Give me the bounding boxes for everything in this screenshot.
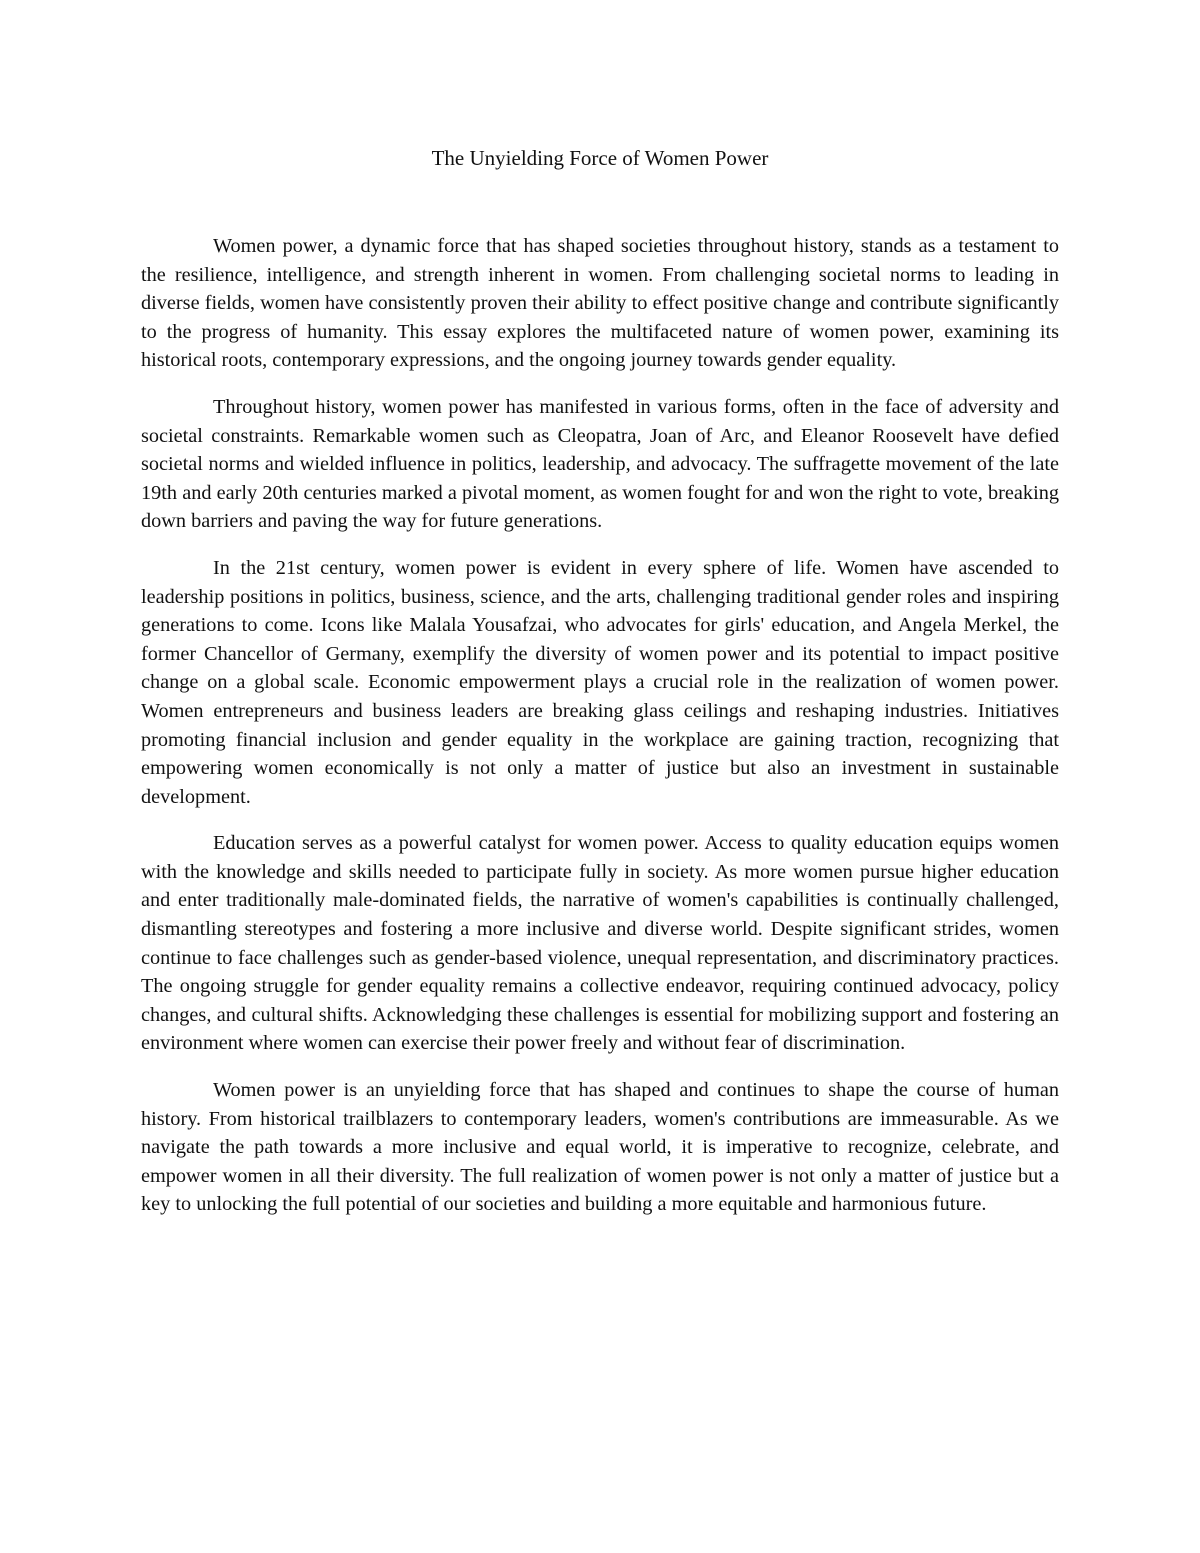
paragraph-2: Throughout history, women power has manifested in various forms, often in the face of adversity and societal constraints. Remarkable women such as Cleopatra, Joan of Arc, and Eleanor Roosevelt have defied societal norms and wielded influence in politics, leadership, and advocacy. The suffragette movement of the late 19th and early 20th centuries marked a pivotal moment, as women fought for and won the right to vote, breaking down barriers and paving the way for future generations. bbox=[141, 395, 1059, 533]
document-body bbox=[141, 232, 1059, 1237]
document-title: The Unyielding Force of Women Power bbox=[431, 146, 769, 170]
paragraph-1: Women power, a dynamic force that has shaped societies throughout history, stands as a testament to the resilience, intelligence, and strength inherent in women. From challenging societal norms to leading in diverse fields, women have consistently proven their ability to effect positive change and contribute significantly to the progress of humanity. This essay explores the multifaceted nature of women power, examining its historical roots, contemporary expressions, and the ongoing journey towards gender equality. bbox=[141, 235, 1059, 372]
paragraph-5: Women power is an unyielding force that has shaped and continues to shape the course of human history. From historical trailblazers to contemporary leaders, women's contributions are immeasurable. As we navigate the path towards a more inclusive and equal world, it is imperative to recognize, celebrate, and empower women in all their diversity. The full realization of women power is not only a matter of justice but a key to unlocking the full potential of our societies and building a more equitable and harmonious future. bbox=[141, 1079, 1059, 1216]
paragraph-3: In the 21st century, women power is evident in every sphere of life. Women have ascended to leadership positions in politics, business, science, and the arts, challenging traditional gender roles and inspiring generations to come. Icons like Malala Yousafzai, who advocates for girls' education, and Angela Merkel, the former Chancellor of Germany, exemplify the diversity of women power and its potential to impact positive change on a global scale. Economic empowerment plays a crucial role in the realization of women power. Women entrepreneurs and business leaders are breaking glass ceilings and reshaping industries. Initiatives promoting financial inclusion and gender equality in the workplace are gaining traction, recognizing that empowering women economically is not only a matter of justice but also an investment in sustainable development. bbox=[141, 556, 1059, 808]
paragraph-4: Education serves as a powerful catalyst for women power. Access to quality education equips women with the knowledge and skills needed to participate fully in society. As more women pursue higher education and enter traditionally male-dominated fields, the narrative of women's capabilities is continually challenged, dismantling stereotypes and fostering a more inclusive and diverse world. Despite significant strides, women continue to face challenges such as gender-based violence, unequal representation, and discriminatory practices. The ongoing struggle for gender equality remains a collective endeavor, requiring continued advocacy, policy changes, and cultural shifts. Acknowledging these challenges is essential for mobilizing support and fostering an environment where women can exercise their power freely and without fear of discrimination. bbox=[141, 832, 1059, 1055]
